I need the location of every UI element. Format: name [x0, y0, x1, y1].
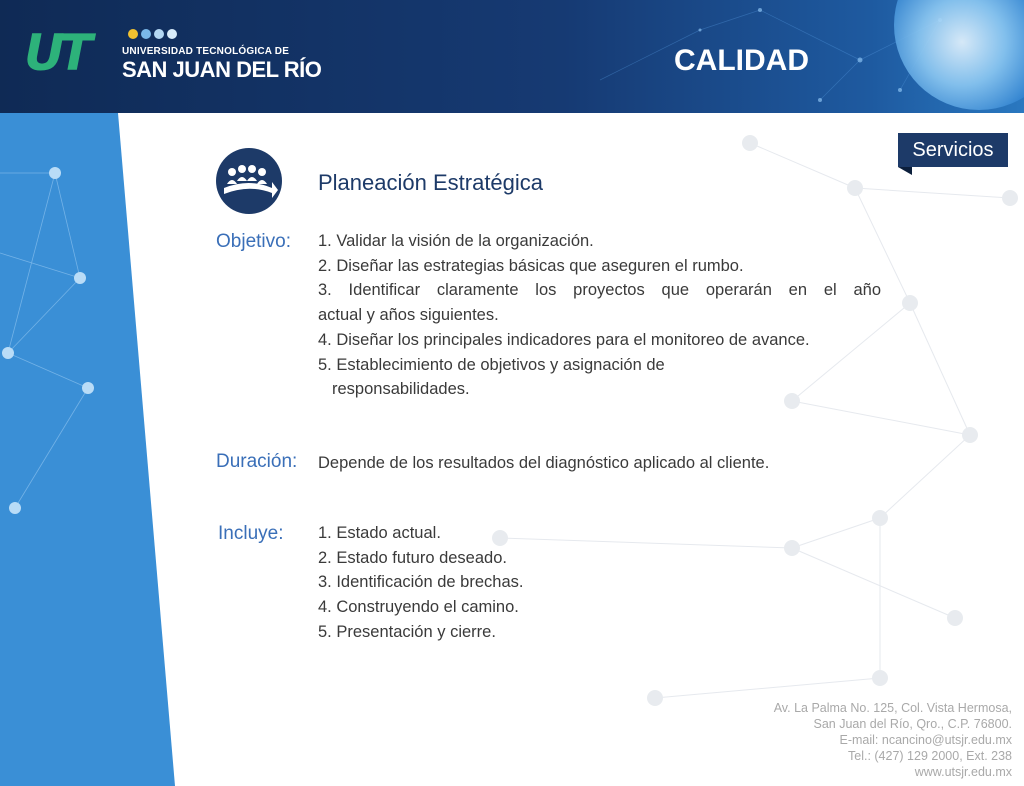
logo-mark: UT — [24, 24, 87, 82]
objective-label: Objetivo: — [216, 231, 291, 252]
list-item: actual y años siguientes. — [318, 306, 499, 325]
duration-label: Duración: — [216, 451, 298, 472]
list-item: 3. Identificar claramente los proyectos que operarán en el año — [318, 281, 881, 300]
list-item: 2. Diseñar las estrategias básicas que aseguren el rumbo. — [318, 256, 744, 275]
list-item: responsabilidades. — [332, 380, 470, 399]
university-logo — [24, 24, 322, 86]
list-item: 1. Estado actual. — [318, 524, 441, 542]
services-badge: Servicios — [898, 133, 1008, 167]
footer-email: E-mail: ncancino@utsjr.edu.mx — [839, 733, 1012, 747]
background-network-watermark — [0, 113, 1024, 786]
list-item: 4. Diseñar los principales indicadores para el monitoreo de avance. — [318, 330, 810, 349]
logo-text-line1: UNIVERSIDAD TECNOLÓGICA DE — [122, 46, 290, 57]
footer-city: San Juan del Río, Qro., C.P. 76800. — [813, 717, 1012, 731]
list-item: 1. Validar la visión de la organización. — [318, 232, 594, 250]
logo-text-line2: SAN JUAN DEL RÍO — [122, 57, 322, 82]
logo-dots — [128, 26, 180, 44]
footer-address: Av. La Palma No. 125, Col. Vista Hermosa, — [773, 701, 1012, 715]
contact-footer — [774, 700, 1012, 780]
includes-label: Incluye: — [218, 523, 284, 544]
footer-phone: Tel.: (427) 129 2000, Ext. 238 — [848, 749, 1012, 763]
list-item: 5. Presentación y cierre. — [318, 622, 496, 641]
list-item: 4. Construyendo el camino. — [318, 598, 519, 617]
list-item: 3. Identificación de brechas. — [318, 573, 524, 592]
objective-list — [318, 229, 881, 402]
footer-website: www.utsjr.edu.mx — [914, 765, 1012, 779]
list-item: 2. Estado futuro deseado. — [318, 548, 507, 567]
page-title: CALIDAD — [674, 44, 809, 77]
services-badge-fold — [898, 167, 912, 175]
duration-text: Depende de los resultados del diagnóstico aplicado al cliente. — [318, 454, 770, 472]
section-title: Planeación Estratégica — [318, 170, 544, 195]
includes-list — [318, 521, 881, 645]
header-banner — [0, 0, 1024, 113]
team-arrow-icon — [216, 148, 282, 214]
list-item: 5. Establecimiento de objetivos y asignación de — [318, 355, 665, 374]
